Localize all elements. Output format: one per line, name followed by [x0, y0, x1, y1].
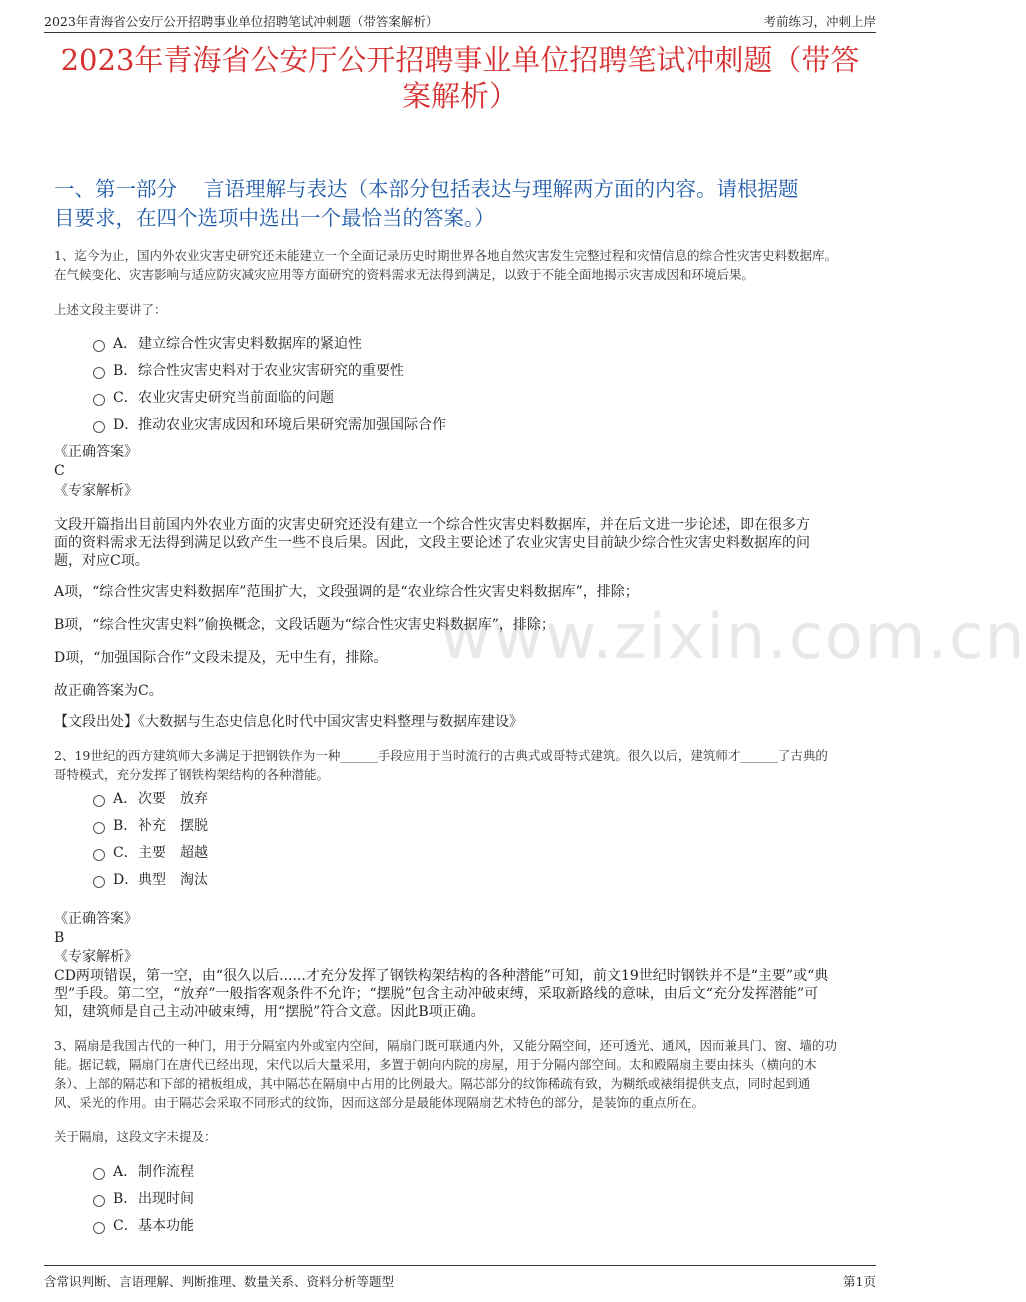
page-number: 第1页	[843, 1274, 876, 1289]
section-heading-line-2: 目要求，在四个选项中选出一个最恰当的答案。）	[54, 206, 495, 230]
radio-icon[interactable]	[93, 795, 105, 807]
option-letter: B．	[113, 363, 138, 379]
q3-stem	[54, 1036, 866, 1112]
option-text: 制作流程	[138, 1164, 194, 1180]
option-text: 次要 放弃	[138, 791, 208, 807]
q1-stem-line-1: 1、迄今为止，国内外农业灾害史研究还未能建立一个全面记录历史时期世界各地自然灾害发生完整过程和灾情信息的综合性灾害史料数据库。	[54, 248, 837, 263]
q1-prompt: 上述文段主要讲了：	[54, 302, 167, 317]
option-letter: A．	[113, 791, 138, 807]
q3-stem-line-1: 3、隔扇是我国古代的一种门，用于分隔室内外或室内空间，隔扇门既可联通内外，又能分隔空间，还可透光、通风，因而兼具门、窗、墙的功	[54, 1038, 837, 1053]
page-footer	[44, 1265, 876, 1290]
option-text: 综合性灾害史料对于农业灾害研究的重要性	[138, 363, 404, 379]
radio-icon[interactable]	[93, 822, 105, 834]
option-text: 补充 摆脱	[138, 818, 208, 834]
radio-icon[interactable]	[93, 1222, 105, 1234]
option-letter: A．	[113, 1164, 138, 1180]
radio-icon[interactable]	[93, 367, 105, 379]
q3-prompt: 关于隔扇，这段文字未提及：	[54, 1129, 217, 1144]
q3-stem-line-2: 能。据记载，隔扇门在唐代已经出现，宋代以后大量采用，多置于朝向内院的房屋，用于分隔内部空间。太和殿隔扇主要由抹头（横向的木	[54, 1057, 817, 1072]
q2-stem	[54, 746, 866, 784]
option-letter: C．	[113, 1218, 138, 1234]
page-header	[44, 8, 876, 33]
q3-stem-line-3: 条）、上部的隔芯和下部的裙板组成，其中隔芯在隔扇中占用的比例最大。隔芯部分的纹饰稀疏有致，为糊纸或裱绢提供支点，同时起到通	[54, 1076, 811, 1091]
footer-description: 含常识判断、言语理解、判断推理、数量关系、资料分析等题型	[44, 1274, 395, 1289]
option-letter: B．	[113, 818, 138, 834]
option-text: 出现时间	[138, 1191, 194, 1207]
radio-icon[interactable]	[93, 421, 105, 433]
option-letter: D．	[113, 417, 139, 433]
option-text: 基本功能	[138, 1218, 194, 1234]
q2-analysis-label: 《专家解析》	[54, 949, 138, 965]
radio-icon[interactable]	[93, 1195, 105, 1207]
q1-analysis-line-1: 文段开篇指出目前国内外农业方面的灾害史研究还没有建立一个综合性灾害史料数据库，并在后文进一步论述，即在很多方	[54, 517, 810, 533]
q3-stem-line-4: 风、采光的作用。由于隔芯会采取不同形式的纹饰，因而这部分是最能体现隔扇艺术特色的部分，是装饰的重点所在。	[54, 1095, 705, 1110]
q2-answer: B	[54, 930, 65, 946]
option-letter: C．	[113, 390, 138, 406]
section-heading-line-1: 一、第一部分 言语理解与表达（本部分包括表达与理解两方面的内容。请根据题	[54, 177, 799, 201]
option-text: 推动农业灾害成因和环境后果研究需加强国际合作	[138, 417, 446, 433]
option-letter: D．	[113, 872, 139, 888]
q2-stem-line-2: 哥特模式，充分发挥了钢铁构架结构的各种潜能。	[54, 767, 330, 782]
q1-stem	[54, 246, 866, 284]
q1-analysis-label: 《专家解析》	[54, 483, 138, 499]
q1-analysis-line-3: 题，对应C项。	[54, 553, 149, 569]
radio-icon[interactable]	[93, 394, 105, 406]
q1-analysis	[54, 516, 866, 570]
radio-icon[interactable]	[93, 340, 105, 352]
q2-analysis-line-2: 型”手段。第二空，“放弃”一般指客观条件不允许；“摆脱”包含主动冲破束缚，采取新路线的意味，由后文“充分发挥潜能”可	[54, 986, 819, 1002]
q1-answer-label: 《正确答案》	[54, 444, 138, 460]
document-title	[44, 42, 876, 114]
q2-answer-label: 《正确答案》	[54, 911, 138, 927]
q2-stem-line-1: 2、19世纪的西方建筑师大多满足于把钢铁作为一种______手段应用于当时流行的古典式或哥特式建筑。很久以后，建筑师才______了古典的	[54, 748, 828, 763]
document-title-line-1: 2023年青海省公安厅公开招聘事业单位招聘笔试冲刺题（带答	[60, 43, 860, 77]
q2-analysis-line-1: CD两项错误，第一空，由“很久以后......才充分发挥了钢铁构架结构的各种潜能”可知，前文19世纪时钢铁并不是“主要”或“典	[54, 968, 829, 984]
radio-icon[interactable]	[93, 1168, 105, 1180]
q2-analysis-line-3: 知，建筑师是自己主动冲破束缚，用“摆脱”符合文意。因此B项正确。	[54, 1004, 485, 1020]
q1-note-b: B项，“综合性灾害史料”偷换概念，文段话题为“综合性灾害史料数据库”，排除；	[54, 617, 555, 633]
option-letter: B．	[113, 1191, 138, 1207]
option-letter: A．	[113, 336, 138, 352]
q1-note-a: A项，“综合性灾害史料数据库”范围扩大，文段强调的是“农业综合性灾害史料数据库”，排除；	[54, 584, 639, 600]
q1-answer: C	[54, 463, 65, 479]
header-slogan: 考前练习，冲刺上岸	[763, 14, 876, 29]
q1-note-d: D项，“加强国际合作”文段未提及，无中生有，排除。	[54, 650, 388, 666]
watermark: www.zixin.com.cn	[440, 600, 1026, 673]
q1-analysis-line-2: 面的资料需求无法得到满足以致产生一些不良后果。因此，文段主要论述了农业灾害史目前缺少综合性灾害史料数据库的问	[54, 535, 810, 551]
q1-stem-line-2: 在气候变化、灾害影响与适应防灾减灾应用等方面研究的资料需求无法得到满足，以致于不能全面地揭示灾害成因和环境后果。	[54, 267, 755, 282]
q2-analysis	[54, 967, 866, 1021]
q1-source: 【文段出处】《大数据与生态史信息化时代中国灾害史料整理与数据库建设》	[54, 714, 523, 730]
q1-conclusion: 故正确答案为C。	[54, 683, 163, 699]
option-text: 典型 淘汰	[138, 872, 208, 888]
option-text: 农业灾害史研究当前面临的问题	[138, 390, 334, 406]
option-text: 建立综合性灾害史料数据库的紧迫性	[138, 336, 362, 352]
radio-icon[interactable]	[93, 876, 105, 888]
header-document-title: 2023年青海省公安厅公开招聘事业单位招聘笔试冲刺题（带答案解析）	[44, 14, 439, 29]
section-heading	[54, 175, 866, 233]
document-title-line-2: 案解析）	[401, 79, 518, 113]
option-letter: C．	[113, 845, 138, 861]
option-text: 主要 超越	[138, 845, 208, 861]
radio-icon[interactable]	[93, 849, 105, 861]
